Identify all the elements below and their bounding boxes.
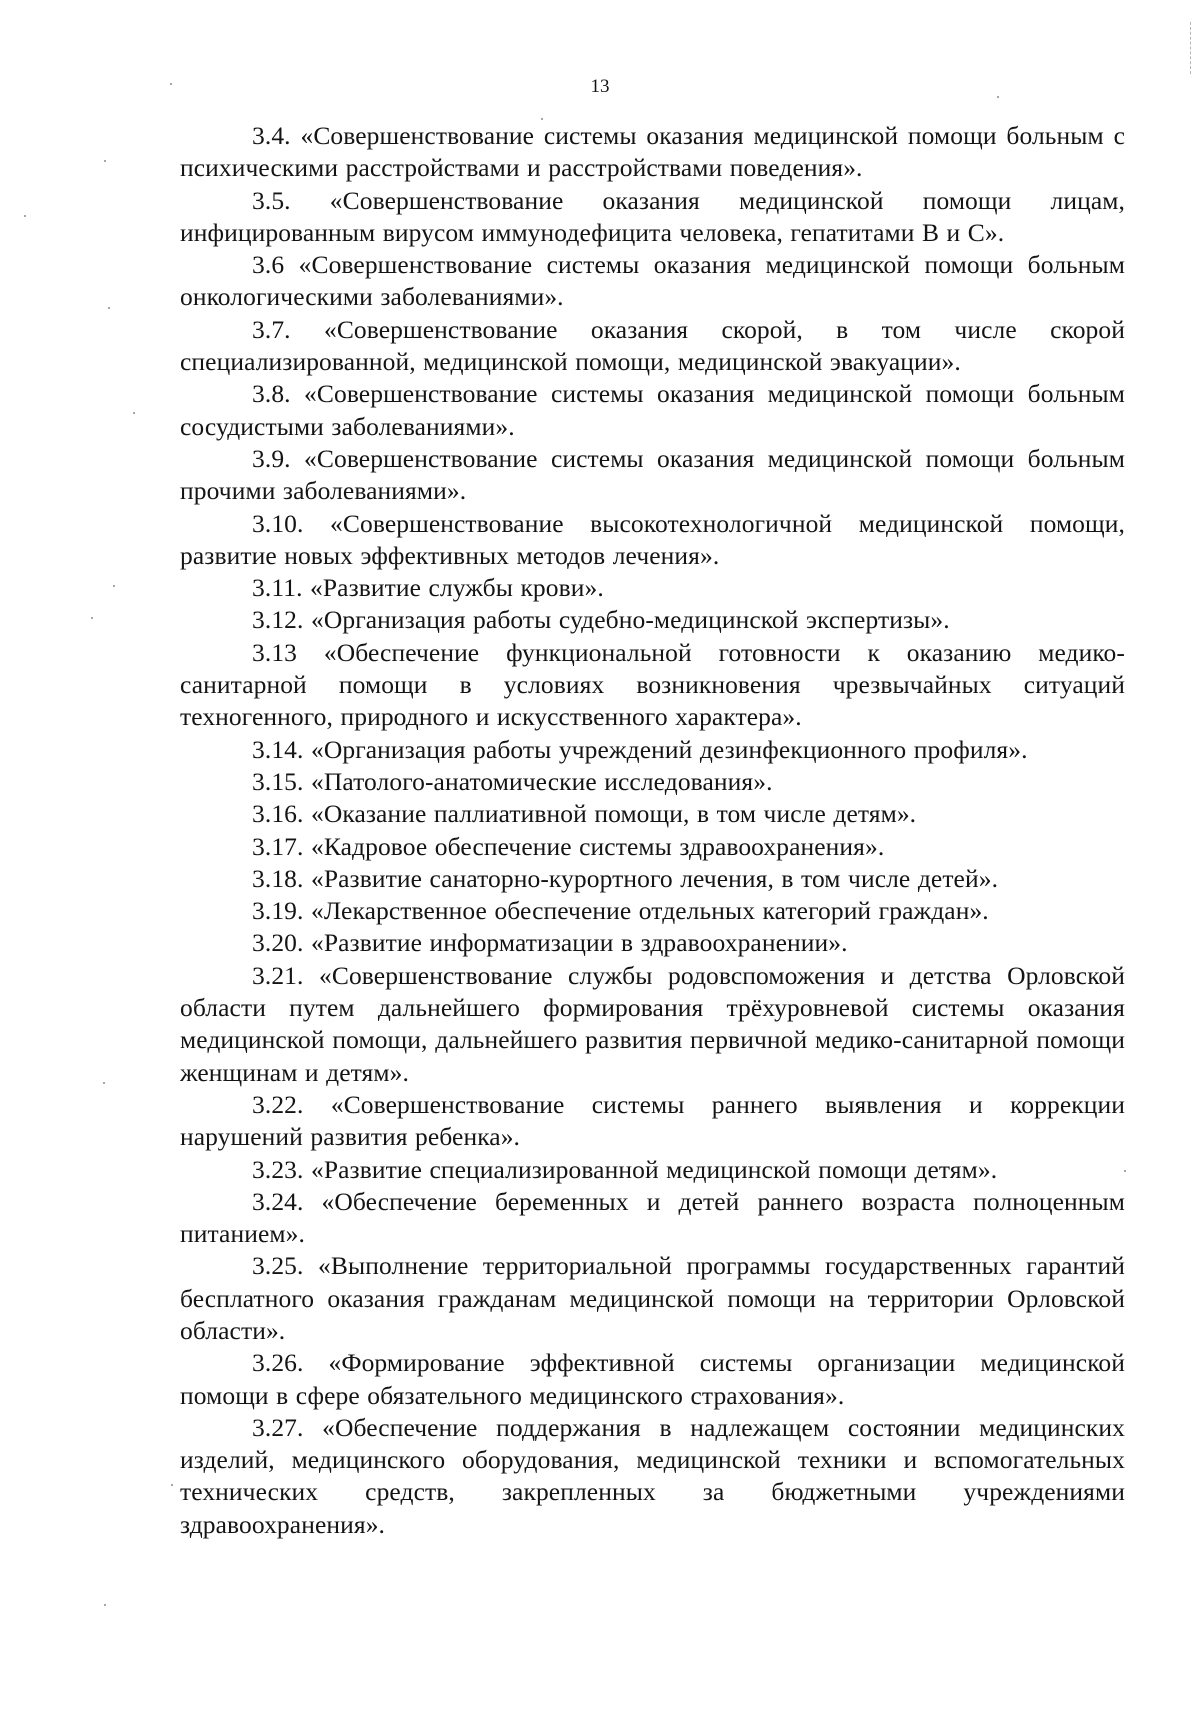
scan-speck <box>91 617 93 619</box>
list-item: 3.18. «Развитие санаторно-курортного лечения, в том числе детей». <box>252 863 999 893</box>
list-item: 3.21. «Совершенствование службы родовспоможения и детства Орловской области путем дальнейшего формирования трёхуровневой системы оказания медицинской помощи, дальнейшего развития первичной медико-санитарной помощи женщинам и детям». <box>180 960 1125 1087</box>
scan-speck <box>113 585 115 587</box>
scan-speck <box>104 160 106 162</box>
scan-speck <box>170 83 172 85</box>
scan-speck <box>997 96 999 98</box>
list-item: 3.15. «Патолого-анатомические исследования». <box>252 766 773 796</box>
list-item: 3.23. «Развитие специализированной медицинской помощи детям». <box>252 1154 998 1184</box>
list-item: 3.24. «Обеспечение беременных и детей раннего возраста полноценным питанием». <box>180 1186 1125 1249</box>
page-number: 13 <box>590 76 610 97</box>
list-item: 3.4. «Совершенствование системы оказания медицинской помощи больным с психическими расстройствами и расстройствами поведения». <box>180 121 1125 183</box>
list-item: 3.12. «Организация работы судебно-медицинской экспертизы». <box>252 605 950 635</box>
scan-speck <box>171 1484 173 1486</box>
list-item: 3.19. «Лекарственное обеспечение отдельных категорий граждан». <box>252 896 989 926</box>
scan-speck <box>108 307 110 309</box>
list-item: 3.22. «Совершенствование системы раннего выявления и коррекции нарушений развития ребенка». <box>180 1089 1125 1152</box>
scan-edge-mark <box>1190 22 1192 74</box>
list-item: 3.10. «Совершенствование высокотехнологичной медицинской помощи, развитие новых эффективных методов лечения». <box>180 508 1125 570</box>
list-item: 3.14. «Организация работы учреждений дезинфекционного профиля». <box>252 734 1028 764</box>
list-item: 3.16. «Оказание паллиативной помощи, в том числе детям». <box>252 799 917 829</box>
list-item: 3.25. «Выполнение территориальной программы государственных гарантий бесплатного оказания гражданам медицинской помощи на территории Орловской области». <box>180 1251 1125 1345</box>
scan-speck <box>103 1082 105 1084</box>
list-item: 3.20. «Развитие информатизации в здравоохранении». <box>252 928 848 958</box>
list-item: 3.26. «Формирование эффективной системы организации медицинской помощи в сфере обязательного медицинского страхования». <box>180 1348 1125 1410</box>
list-item: 3.9. «Совершенствование системы оказания медицинской помощи больным прочими заболеваниями». <box>180 443 1125 506</box>
list-item: 3.11. «Развитие службы крови». <box>252 573 604 603</box>
list-item: 3.27. «Обеспечение поддержания в надлежащем состоянии медицинских изделий, медицинского оборудования, медицинской техники и вспомогательных технических средств, закрепленных за бюджетными учреждениями здравоохранения». <box>180 1412 1125 1539</box>
scan-speck <box>24 215 26 217</box>
scan-speck <box>104 1604 106 1606</box>
program-subprogram-list <box>180 120 1125 1541</box>
list-item: 3.6 «Совершенствование системы оказания медицинской помощи больным онкологическими заболеваниями». <box>180 250 1125 312</box>
scan-speck <box>133 412 135 414</box>
list-item: 3.5. «Совершенствование оказания медицинской помощи лицам, инфицированным вирусом иммунодефицита человека, гепатитами В и С». <box>180 185 1125 247</box>
list-item: 3.7. «Совершенствование оказания скорой, в том числе скорой специализированной, медицинской помощи, медицинской эвакуации». <box>180 314 1125 377</box>
list-item: 3.13 «Обеспечение функциональной готовности к оказанию медико-санитарной помощи в условиях возникновения чрезвычайных ситуаций техногенного, природного и искусственного характера». <box>180 637 1125 732</box>
scan-speck <box>1124 1170 1126 1172</box>
scan-speck <box>541 118 543 120</box>
list-item: 3.17. «Кадровое обеспечение системы здравоохранения». <box>252 831 885 861</box>
list-item: 3.8. «Совершенствование системы оказания медицинской помощи больным сосудистыми заболеваниями». <box>180 379 1125 441</box>
